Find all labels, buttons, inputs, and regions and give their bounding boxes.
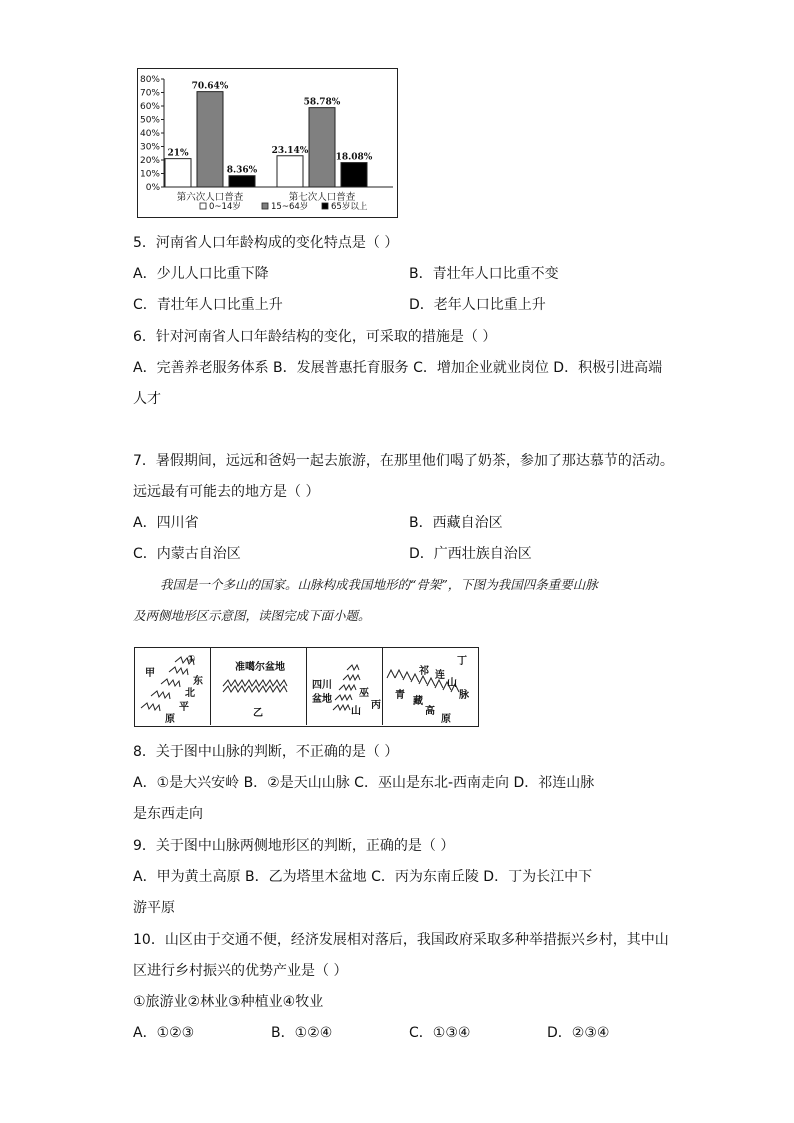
- y-tick-label: 20%: [139, 156, 160, 166]
- label-shan: 山: [351, 706, 361, 717]
- label-bei: 北: [185, 688, 195, 699]
- label-qi: 祁: [419, 666, 429, 677]
- q7-stem-line1: 7．暑假期间，远远和爸妈一起去旅游，在那里他们喝了奶茶，参加了那达慕节的活动。: [133, 453, 674, 469]
- mountain-ranges-diagram: [134, 647, 479, 727]
- legend-swatch: [200, 203, 206, 209]
- q9-stem: 9．关于图中山脉两侧地形区的判断，正确的是（ ）: [133, 838, 455, 854]
- bar: [341, 163, 367, 187]
- label-jia: 甲: [145, 668, 155, 679]
- label-qing: 青: [395, 690, 405, 701]
- label-ding: 丁: [457, 656, 467, 667]
- q10-stem-line1: 10．山区由于交通不便，经济发展相对落后，我国政府采取多种举措振兴乡村，其中山: [133, 932, 669, 948]
- label-lian: 连: [435, 670, 445, 681]
- bar: [229, 176, 255, 187]
- q10-stem-line2: 区进行乡村振兴的优势产业是（ ）: [133, 963, 348, 979]
- label-zang: 藏: [413, 696, 423, 707]
- y-tick-label: 70%: [139, 88, 160, 99]
- q5-option-b[interactable]: B．青壮年人口比重不变: [409, 266, 559, 282]
- label-dong: 东: [193, 676, 203, 687]
- bar: [277, 156, 303, 187]
- panel-wushan: [307, 648, 383, 725]
- q10-option-d[interactable]: D．②③④: [547, 1025, 610, 1041]
- q7-option-a[interactable]: A．四川省: [133, 515, 199, 531]
- bar: [309, 108, 335, 187]
- legend-swatch: [322, 203, 328, 209]
- q10-items: ①旅游业②林业③种植业④牧业: [133, 994, 324, 1010]
- q8-stem: 8．关于图中山脉的判断，不正确的是（ ）: [133, 744, 399, 760]
- bar: [197, 92, 223, 187]
- age-structure-chart: [137, 68, 398, 218]
- bar-value-label: 8.36%: [226, 165, 258, 176]
- map-intro-line2: 及两侧地形区示意图，读图完成下面小题。: [133, 608, 371, 623]
- bar: [165, 159, 191, 187]
- y-tick-label: 80%: [139, 75, 160, 85]
- q7-stem-line2: 远远最有可能去的地方是（ ）: [133, 484, 320, 500]
- q6-options-line1[interactable]: A．完善养老服务体系 B．发展普惠托育服务 C．增加企业就业岗位 D．积极引进高端: [133, 360, 663, 376]
- y-tick-label: 40%: [139, 129, 160, 139]
- q7-option-c[interactable]: C．内蒙古自治区: [133, 546, 241, 562]
- q5-stem: 5．河南省人口年龄构成的变化特点是（ ）: [133, 235, 399, 251]
- x-category-label: 第七次人口普查: [288, 192, 356, 203]
- label-circled-1: ①: [187, 654, 196, 665]
- q5-option-a[interactable]: A．少儿人口比重下降: [133, 266, 269, 282]
- y-tick-label: 50%: [139, 115, 160, 126]
- label-bing: 丙: [371, 700, 381, 711]
- label-basin: 盆地: [312, 694, 332, 705]
- label-yi: 乙: [253, 708, 263, 719]
- q8-options-line2: 是东西走向: [133, 806, 203, 822]
- label-wu: 巫: [359, 688, 369, 699]
- q6-options-line2: 人才: [133, 391, 161, 407]
- q10-option-a[interactable]: A．①②③: [133, 1025, 195, 1041]
- label-yuan-plateau: 原: [441, 714, 451, 725]
- legend-swatch: [262, 203, 268, 209]
- y-tick-label: 60%: [139, 102, 160, 112]
- q8-options-line1[interactable]: A．①是大兴安岭 B．②是天山山脉 C．巫山是东北-西南走向 D．祁连山脉: [133, 775, 595, 791]
- q5-option-c[interactable]: C．青壮年人口比重上升: [133, 297, 283, 313]
- label-shan-qilian: 山: [447, 678, 457, 689]
- bar-value-label: 23.14%: [271, 145, 309, 156]
- bar-chart-svg: [138, 69, 396, 216]
- q9-options-line1[interactable]: A．甲为黄土高原 B．乙为塔里木盆地 C．丙为东南丘陵 D．丁为长江中下: [133, 869, 593, 885]
- y-tick-label: 0%: [145, 183, 160, 193]
- map-intro-line1: 我国是一个多山的国家。山脉构成我国地形的“骨架”，下图为我国四条重要山脉: [160, 577, 598, 592]
- legend-label: 65岁以上: [331, 202, 368, 212]
- panel-tianshan: [211, 648, 307, 725]
- bar-value-label: 70.64%: [191, 81, 229, 92]
- bar-value-label: 21%: [167, 148, 189, 159]
- label-junggar-basin: 准噶尔盆地: [235, 662, 285, 673]
- label-gao: 高: [425, 706, 435, 717]
- panel-qilian: [383, 648, 478, 725]
- y-tick-label: 10%: [139, 169, 160, 180]
- label-ping: 平: [179, 702, 189, 713]
- q9-options-line2: 游平原: [133, 900, 175, 916]
- y-tick-label: 30%: [139, 142, 160, 153]
- label-mai: 脉: [459, 690, 469, 701]
- q6-stem: 6．针对河南省人口年龄结构的变化，可采取的措施是（ ）: [133, 329, 497, 345]
- q10-option-b[interactable]: B．①②④: [271, 1025, 333, 1041]
- label-sichuan: 四川: [312, 680, 332, 691]
- label-yuan: 原: [165, 714, 175, 725]
- q7-option-b[interactable]: B．西藏自治区: [409, 515, 503, 531]
- panel-greater-khingan: [135, 648, 211, 725]
- legend-label: 0~14岁: [209, 202, 241, 212]
- bar-value-label: 58.78%: [303, 97, 341, 108]
- x-category-label: 第六次人口普查: [176, 192, 244, 203]
- q10-option-c[interactable]: C．①③④: [409, 1025, 471, 1041]
- q7-option-d[interactable]: D．广西壮族自治区: [409, 546, 532, 562]
- q5-option-d[interactable]: D．老年人口比重上升: [409, 297, 546, 313]
- legend-label: 15~64岁: [271, 202, 309, 212]
- bar-value-label: 18.08%: [335, 152, 373, 163]
